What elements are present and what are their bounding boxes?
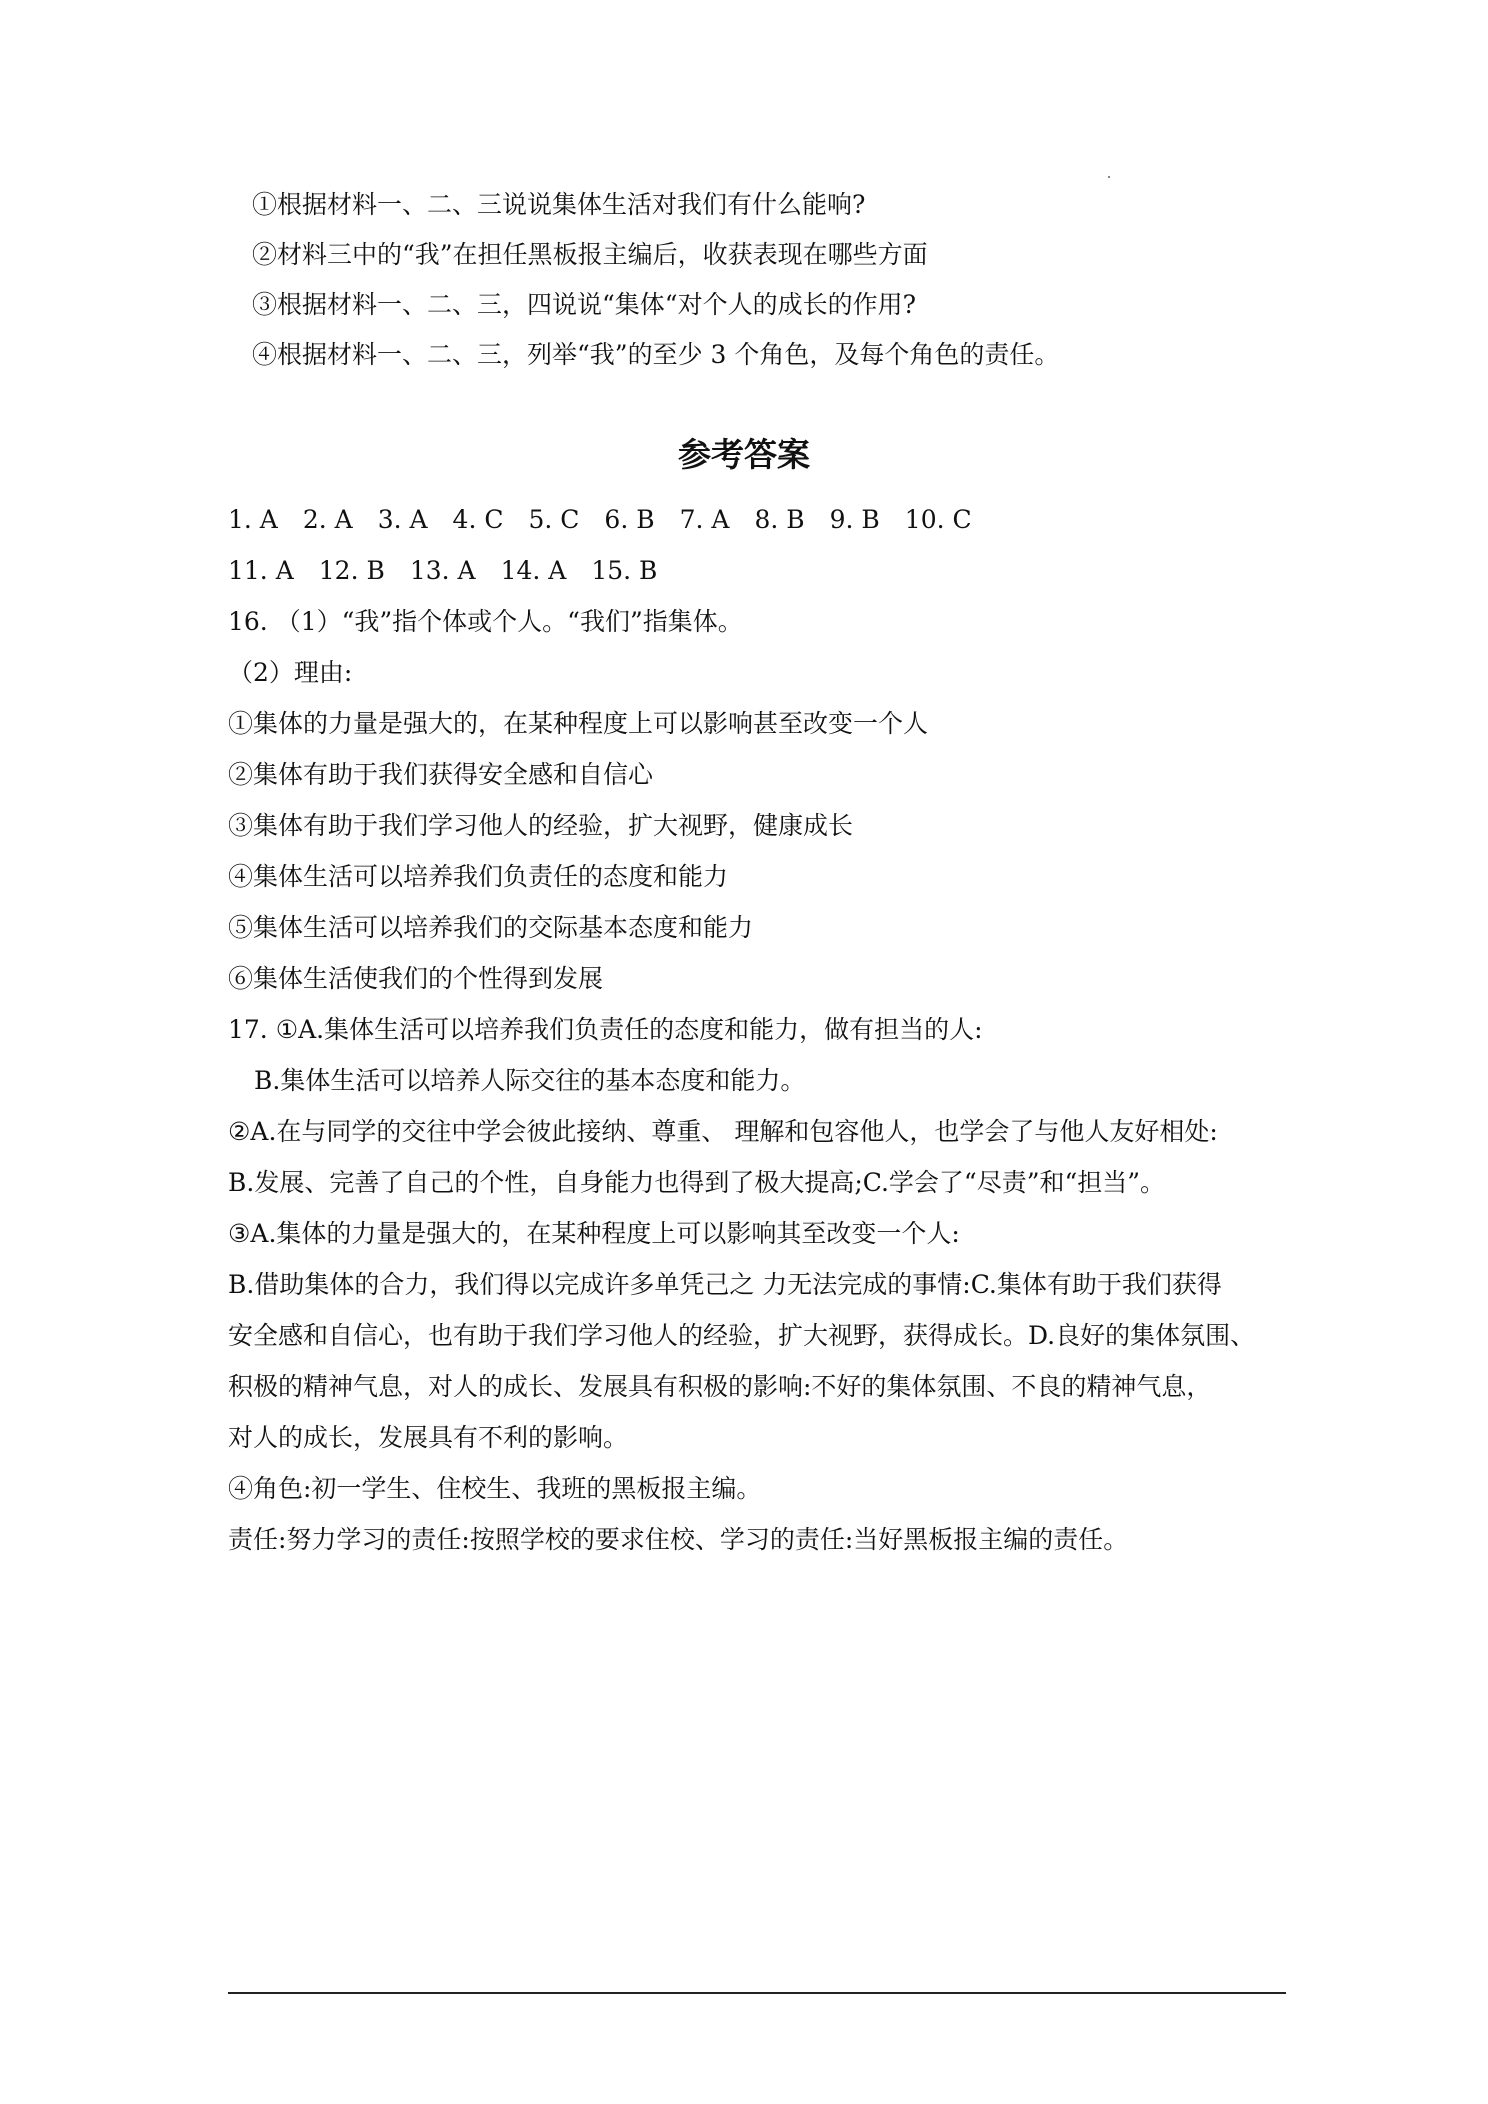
answer-line: 安全感和自信心，也有助于我们学习他人的经验，扩大视野，获得成长。D.良好的集体氛围、	[228, 1321, 1256, 1350]
answer-line: B.发展、完善了自己的个性，自身能力也得到了极大提高;C.学会了“尽责”和“担当”。	[228, 1168, 1166, 1197]
answer-line: 17. ①A.集体生活可以培养我们负责任的态度和能力，做有担当的人:	[228, 1015, 983, 1044]
answer-line: 责任:努力学习的责任:按照学校的要求住校、学习的责任:当好黑板报主编的责任。	[228, 1525, 1129, 1554]
scan-speck	[1108, 176, 1110, 178]
answer-key-body	[228, 494, 1298, 1565]
question-item: ①根据材料一、二、三说说集体生活对我们有什么能响?	[252, 190, 866, 219]
answer-line: ④角色:初一学生、住校生、我班的黑板报主编。	[228, 1474, 762, 1503]
answer-line: ③A.集体的力量是强大的，在某种程度上可以影响其至改变一个人:	[228, 1219, 960, 1248]
answer-line: （2）理由:	[228, 658, 353, 687]
question-item: ②材料三中的“我”在担任黑板报主编后，收获表现在哪些方面	[252, 240, 928, 269]
answer-line: ④集体生活可以培养我们负责任的态度和能力	[228, 862, 729, 891]
answer-line: 对人的成长，发展具有不利的影响。	[228, 1423, 629, 1452]
answer-line: ①集体的力量是强大的，在某种程度上可以影响甚至改变一个人	[228, 709, 929, 738]
answer-line: ③集体有助于我们学习他人的经验，扩大视野，健康成长	[228, 811, 854, 840]
answer-line: B.集体生活可以培养人际交往的基本态度和能力。	[254, 1066, 806, 1095]
answer-line: 1. A 2. A 3. A 4. C 5. C 6. B 7. A 8. B 9. B 10. C	[228, 505, 972, 534]
answer-line: 16. （1）“我”指个体或个人。“我们”指集体。	[228, 607, 743, 636]
question-item: ③根据材料一、二、三，四说说“集体“对个人的成长的作用?	[252, 290, 916, 319]
question-item: ④根据材料一、二、三，列举“我”的至少 3 个角色，及每个角色的责任。	[252, 340, 1060, 369]
answer-line: B.借助集体的合力，我们得以完成许多单凭己之 力无法完成的事情:C.集体有助于我们获得	[228, 1270, 1222, 1299]
footer-divider	[228, 1992, 1286, 1994]
question-list	[252, 180, 1302, 380]
answer-line: 11. A 12. B 13. A 14. A 15. B	[228, 556, 658, 585]
answer-key-title: 参考答案	[678, 435, 810, 474]
answer-line: ②集体有助于我们获得安全感和自信心	[228, 760, 654, 789]
answer-line: ⑥集体生活使我们的个性得到发展	[228, 964, 604, 993]
answer-line: ②A.在与同学的交往中学会彼此接纳、尊重、 理解和包容他人，也学会了与他人友好相处:	[228, 1117, 1218, 1146]
answer-line: ⑤集体生活可以培养我们的交际基本态度和能力	[228, 913, 754, 942]
answer-line: 积极的精神气息，对人的成长、发展具有积极的影响:不好的集体氛围、不良的精神气息，	[228, 1372, 1212, 1401]
